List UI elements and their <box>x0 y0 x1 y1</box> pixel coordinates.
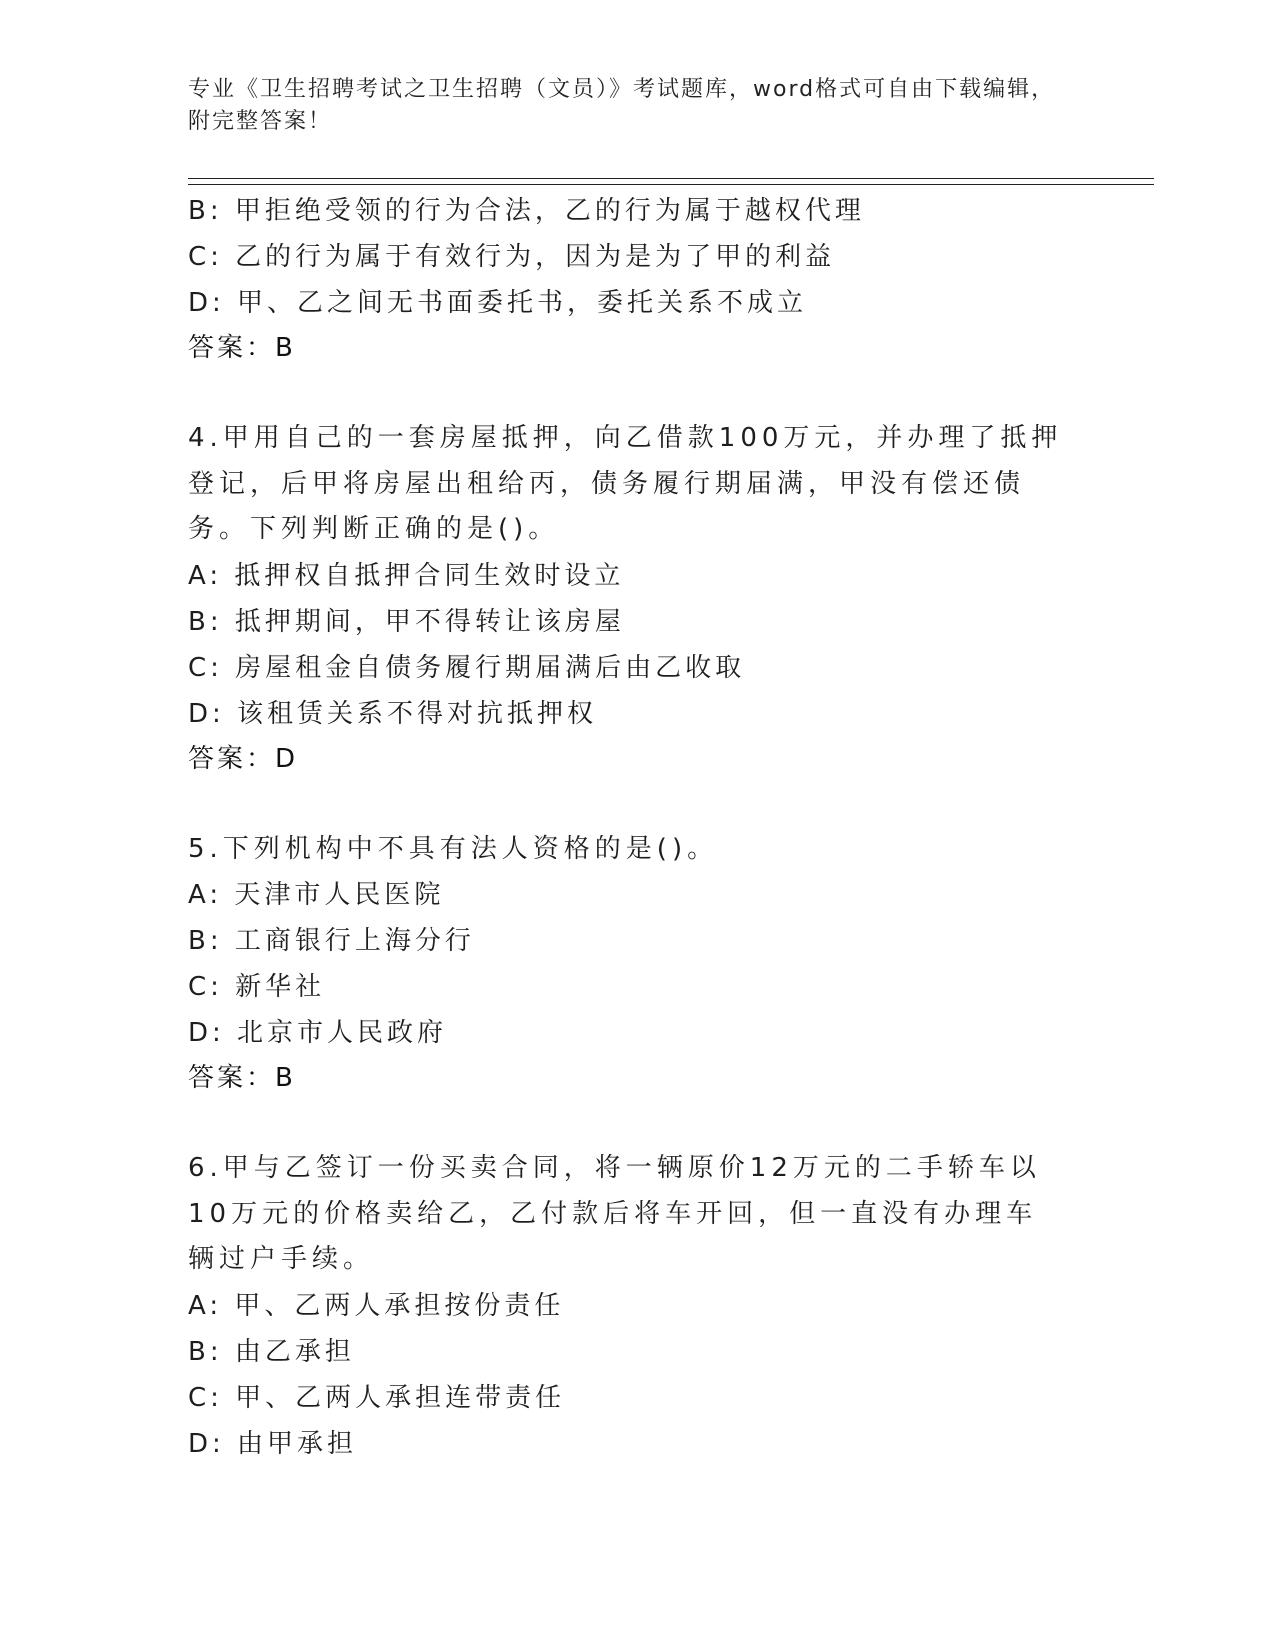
option-a: A: 天津市人民医院 <box>188 880 445 910</box>
question-stem: 4.甲用自己的一套房屋抵押，向乙借款100万元，并办理了抵押登记，后甲将房屋出租给丙，债务履行期届满，甲没有偿还债务。下列判断正确的是()。 <box>188 423 1063 544</box>
spacer <box>188 370 1068 416</box>
question-block-5 <box>188 827 1068 1101</box>
option-b: B: 甲拒绝受领的行为合法，乙的行为属于越权代理 <box>188 196 865 226</box>
question-stem: 5.下列机构中不具有法人资格的是()。 <box>188 833 719 864</box>
spacer <box>188 781 1068 827</box>
option-d: D: 由甲承担 <box>188 1428 358 1459</box>
option-b: B: 工商银行上海分行 <box>188 926 475 956</box>
page-header: 专业《卫生招聘考试之卫生招聘（文员）》考试题库，word格式可自由下载编辑，附完整答案！ <box>188 77 1056 134</box>
option-a: A: 抵押权自抵押合同生效时设立 <box>188 560 625 591</box>
answer-label: 答案：D <box>188 743 299 774</box>
spacer <box>188 1100 1068 1146</box>
answer-label: 答案：B <box>188 1063 296 1093</box>
question-block-4 <box>188 416 1068 781</box>
option-c: C: 新华社 <box>188 972 326 1002</box>
option-b: B: 抵押期间，甲不得转让该房屋 <box>188 606 625 637</box>
question-block-6 <box>188 1146 1068 1467</box>
option-c: C: 乙的行为属于有效行为，因为是为了甲的利益 <box>188 242 836 272</box>
option-c: C: 房屋租金自债务履行期届满后由乙收取 <box>188 652 746 683</box>
question-block-3 <box>188 188 1068 370</box>
option-d: D: 北京市人民政府 <box>188 1018 448 1048</box>
answer-label: 答案：B <box>188 333 296 363</box>
option-d: D: 该租赁关系不得对抗抵押权 <box>188 698 598 729</box>
question-stem: 6.甲与乙签订一份买卖合同，将一辆原价12万元的二手轿车以10万元的价格卖给乙，乙付款后将车开回，但一直没有办理车辆过户手续。 <box>188 1153 1041 1274</box>
header-divider <box>188 178 1154 185</box>
option-a: A: 甲、乙两人承担按份责任 <box>188 1290 565 1321</box>
option-c: C: 甲、乙两人承担连带责任 <box>188 1382 566 1413</box>
option-d: D: 甲、乙之间无书面委托书，委托关系不成立 <box>188 288 808 318</box>
option-b: B: 由乙承担 <box>188 1336 355 1367</box>
question-list <box>188 188 1068 1467</box>
